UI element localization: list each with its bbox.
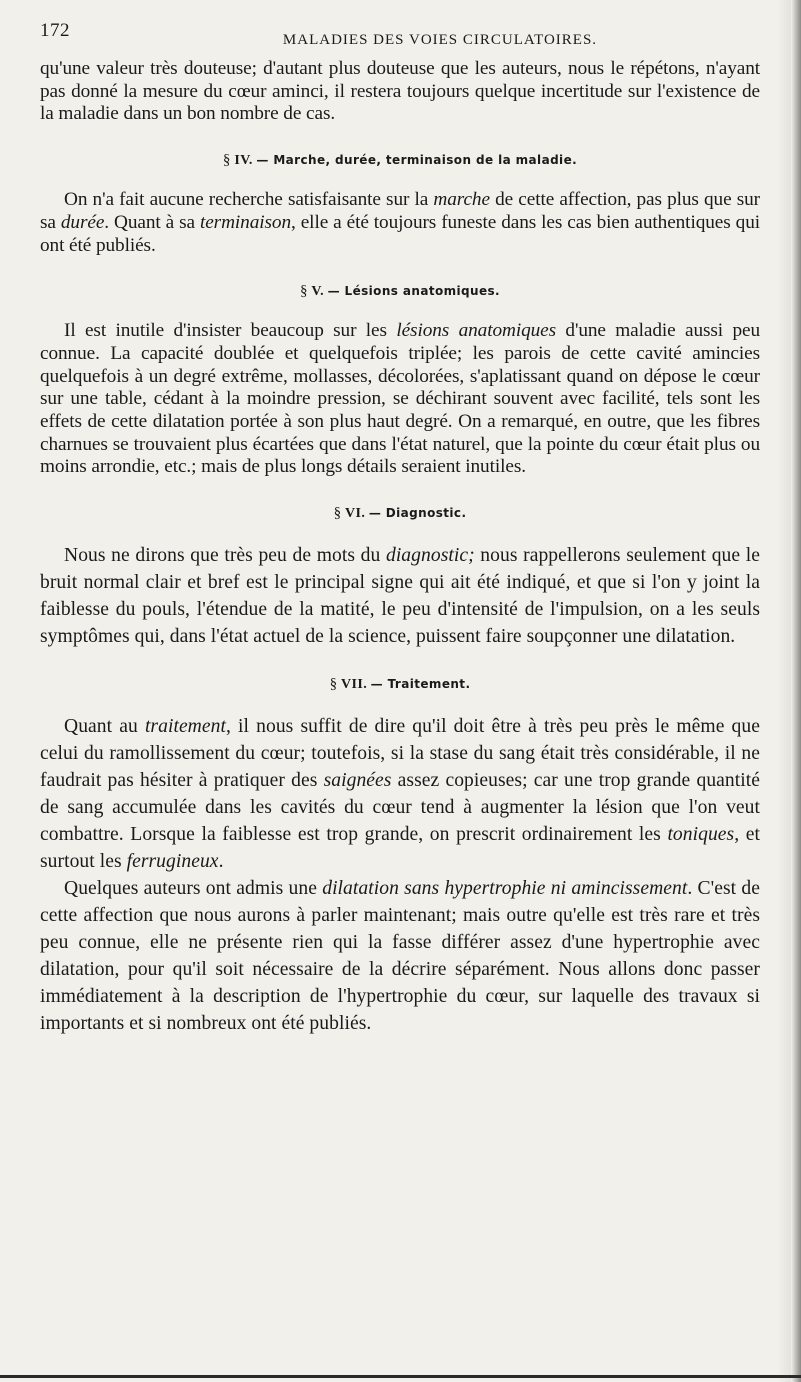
section-sign: § <box>333 505 342 522</box>
paragraph-marche: On n'a fait aucune recherche satisfaisante sur la marche de cette affection, pas plus que sur sa durée. Quant à sa terminaison, elle a été toujours funeste dans les cas bien authentiques qui ont été publiés. <box>40 189 761 256</box>
paragraph-continuation: qu'une valeur très douteuse; d'autant plus douteuse que les auteurs, nous le répétons, n'ayant pas donné la mesure du cœur aminci, il restera toujours quelque incertitude sur l'existence de la maladie dans un bon nombre de cas. <box>40 58 760 125</box>
page-body <box>40 58 760 1037</box>
emphasis-terminaison: terminaison <box>199 211 291 233</box>
page-fold-shadow <box>777 0 791 1382</box>
emphasis-duree: durée <box>60 211 105 233</box>
section-title: — Marche, durée, terminaison de la maladie. <box>256 153 578 168</box>
paragraph-traitement: Quant au traitement, il nous suffit de dire qu'il doit être à très peu près le même que celui du ramollissement du cœur; toutefois, si la stase du sang était très considérable, il ne faudrait pas hésiter à pratiquer des saignées assez copieuses; car une trop grande quantité de sang accumulée dans les cavités du cœur tend à augmenter la lésion que l'on veut combattre. Lorsque la faiblesse est trop grande, on prescrit ordinairement les toniques, et surtout les ferrugineux. <box>40 716 761 873</box>
section-title: — Traitement. <box>370 677 471 692</box>
emphasis-toniques: toniques <box>667 824 735 846</box>
section-sign: § <box>329 676 338 693</box>
paragraph-dilatation: Quelques auteurs ont admis une dilatation sans hypertrophie ni amincissement. C'est de cette affection que nous aurons à parler maintenant; mais outre qu'elle est très rare et très peu connue, elle ne présente rien qui la fasse différer assez d'une hypertrophie avec dilatation, pour qu'il soit nécessaire de la décrire séparément. Nous allons donc passer immédiatement à la description de l'hypertrophie du cœur, sur laquelle des travaux si importants et si nombreux ont été publiés. <box>40 878 760 1035</box>
page-number: 172 <box>40 20 70 41</box>
page-header <box>40 20 770 50</box>
section-sign: § <box>299 283 308 300</box>
section-sign: § <box>222 152 231 169</box>
bottom-rule <box>0 1375 801 1378</box>
section-title: — Lésions anatomiques. <box>327 284 500 299</box>
page-edge <box>791 0 801 1382</box>
emphasis-saignees: saignées <box>323 770 392 792</box>
section-number: V. <box>311 284 325 300</box>
section-title: — Diagnostic. <box>368 506 467 521</box>
paragraph-diagnostic: Nous ne dirons que très peu de mots du diagnostic; nous rappellerons seulement que le bruit normal clair et bref est le principal signe qui ait été indiqué, et que si l'on y joint la faiblesse du pouls, l'étendue de la matité, le peu d'intensité de l'impulsion, on a les seuls symptômes qui, dans l'état actuel de la science, puissent faire soupçonner une dilatation. <box>40 545 760 648</box>
section-heading-lesions <box>40 283 760 300</box>
emphasis-marche: marche <box>433 189 490 211</box>
section-heading-traitement <box>40 676 760 693</box>
emphasis-dilatation-sans-hypertrophie: dilatation sans hypertrophie ni amincissement <box>322 878 688 900</box>
emphasis-lesions-anatomiques: lésions anatomiques <box>396 320 557 342</box>
paragraph-lesions: Il est inutile d'insister beaucoup sur les lésions anatomiques d'une maladie aussi peu connue. La capacité doublée et quelquefois triplée; les parois de cette cavité amincies quelquefois à un degré extrême, mollasses, décolorées, s'aplatissant quand on dépose le cœur sur une table, cédant à la moindre pression, se déchirant souvent avec facilité, tels sont les effets de cette dilatation portée à son plus haut degré. On a remarqué, en outre, que les fibres charnues se trouvaient plus écartées que dans l'état naturel, que la pointe du cœur était plus ou moins arrondie, etc.; mais de plus longs détails seraient inutiles. <box>40 320 761 478</box>
section-number: VI. <box>345 506 366 522</box>
emphasis-diagnostic: diagnostic; <box>385 545 475 567</box>
section-number: VII. <box>341 677 368 693</box>
emphasis-traitement: traitement <box>144 716 226 738</box>
running-head: MALADIES DES VOIES CIRCULATOIRES. <box>282 32 598 48</box>
section-number: IV. <box>234 153 253 169</box>
section-heading-marche <box>40 152 760 169</box>
emphasis-ferrugineux: ferrugineux <box>126 851 219 873</box>
section-heading-diagnostic <box>40 505 760 522</box>
